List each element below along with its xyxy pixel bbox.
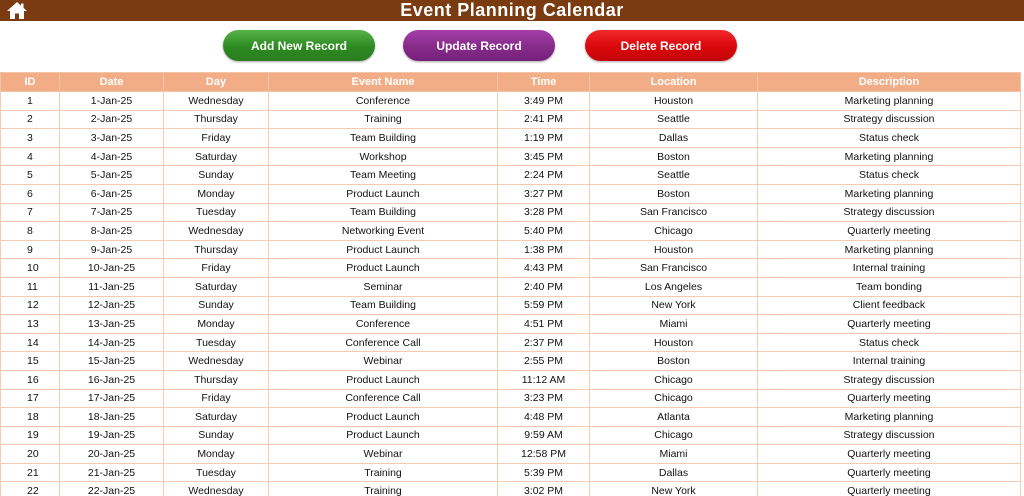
table-row[interactable] bbox=[1, 389, 1021, 408]
cell-time[interactable]: 2:41 PM bbox=[498, 110, 590, 129]
table-row[interactable] bbox=[1, 315, 1021, 334]
table-row[interactable] bbox=[1, 426, 1021, 445]
cell-time[interactable]: 12:58 PM bbox=[498, 445, 590, 464]
cell-day[interactable]: Friday bbox=[164, 389, 269, 408]
table-row[interactable] bbox=[1, 482, 1021, 496]
cell-location[interactable]: Chicago bbox=[590, 389, 758, 408]
cell-location[interactable]: Seattle bbox=[590, 166, 758, 185]
event-table bbox=[0, 72, 1021, 496]
cell-date[interactable]: 7-Jan-25 bbox=[60, 203, 164, 222]
home-icon[interactable] bbox=[6, 1, 28, 20]
table-row[interactable] bbox=[1, 352, 1021, 371]
cell-event-name[interactable]: Product Launch bbox=[269, 184, 498, 203]
cell-day[interactable]: Saturday bbox=[164, 147, 269, 166]
delete-record-button[interactable]: Delete Record bbox=[585, 30, 737, 61]
cell-day[interactable]: Sunday bbox=[164, 166, 269, 185]
cell-event-name[interactable]: Team Building bbox=[269, 129, 498, 148]
cell-date[interactable]: 22-Jan-25 bbox=[60, 482, 164, 496]
column-header-date[interactable]: Date bbox=[60, 73, 164, 92]
cell-id[interactable]: 7 bbox=[1, 203, 60, 222]
table-body bbox=[1, 92, 1021, 496]
cell-event-name[interactable]: Conference Call bbox=[269, 333, 498, 352]
cell-day[interactable]: Wednesday bbox=[164, 352, 269, 371]
cell-time[interactable]: 9:59 AM bbox=[498, 426, 590, 445]
cell-time[interactable]: 2:37 PM bbox=[498, 333, 590, 352]
cell-description[interactable]: Quarterly meeting bbox=[758, 315, 1021, 334]
cell-day[interactable]: Tuesday bbox=[164, 333, 269, 352]
cell-date[interactable]: 8-Jan-25 bbox=[60, 222, 164, 241]
cell-event-name[interactable]: Team Building bbox=[269, 203, 498, 222]
cell-id[interactable]: 20 bbox=[1, 445, 60, 464]
column-header-time[interactable]: Time bbox=[498, 73, 590, 92]
cell-description[interactable]: Status check bbox=[758, 333, 1021, 352]
cell-time[interactable]: 3:23 PM bbox=[498, 389, 590, 408]
cell-time[interactable]: 3:02 PM bbox=[498, 482, 590, 496]
cell-location[interactable]: Atlanta bbox=[590, 408, 758, 427]
cell-event-name[interactable]: Product Launch bbox=[269, 240, 498, 259]
cell-id[interactable]: 12 bbox=[1, 296, 60, 315]
column-header-description[interactable]: Description bbox=[758, 73, 1021, 92]
cell-date[interactable]: 20-Jan-25 bbox=[60, 445, 164, 464]
cell-day[interactable]: Wednesday bbox=[164, 92, 269, 111]
cell-day[interactable]: Sunday bbox=[164, 426, 269, 445]
cell-location[interactable]: Chicago bbox=[590, 370, 758, 389]
table-row[interactable] bbox=[1, 296, 1021, 315]
cell-date[interactable]: 3-Jan-25 bbox=[60, 129, 164, 148]
cell-time[interactable]: 5:39 PM bbox=[498, 463, 590, 482]
cell-location[interactable]: Chicago bbox=[590, 222, 758, 241]
cell-id[interactable]: 4 bbox=[1, 147, 60, 166]
cell-day[interactable]: Wednesday bbox=[164, 222, 269, 241]
cell-description[interactable]: Marketing planning bbox=[758, 92, 1021, 111]
cell-date[interactable]: 13-Jan-25 bbox=[60, 315, 164, 334]
cell-description[interactable]: Quarterly meeting bbox=[758, 482, 1021, 496]
cell-time[interactable]: 1:19 PM bbox=[498, 129, 590, 148]
cell-event-name[interactable]: Product Launch bbox=[269, 408, 498, 427]
cell-location[interactable]: Seattle bbox=[590, 110, 758, 129]
cell-id[interactable]: 17 bbox=[1, 389, 60, 408]
cell-day[interactable]: Friday bbox=[164, 259, 269, 278]
cell-id[interactable]: 15 bbox=[1, 352, 60, 371]
cell-date[interactable]: 17-Jan-25 bbox=[60, 389, 164, 408]
cell-time[interactable]: 4:51 PM bbox=[498, 315, 590, 334]
table-row[interactable] bbox=[1, 463, 1021, 482]
cell-location[interactable]: New York bbox=[590, 482, 758, 496]
cell-time[interactable]: 11:12 AM bbox=[498, 370, 590, 389]
cell-id[interactable]: 16 bbox=[1, 370, 60, 389]
cell-description[interactable]: Internal training bbox=[758, 259, 1021, 278]
cell-location[interactable]: Dallas bbox=[590, 129, 758, 148]
table-row[interactable] bbox=[1, 259, 1021, 278]
cell-description[interactable]: Strategy discussion bbox=[758, 426, 1021, 445]
cell-event-name[interactable]: Webinar bbox=[269, 445, 498, 464]
cell-location[interactable]: Dallas bbox=[590, 463, 758, 482]
cell-date[interactable]: 9-Jan-25 bbox=[60, 240, 164, 259]
cell-day[interactable]: Thursday bbox=[164, 370, 269, 389]
column-header-event-name[interactable]: Event Name bbox=[269, 73, 498, 92]
cell-date[interactable]: 18-Jan-25 bbox=[60, 408, 164, 427]
cell-description[interactable]: Client feedback bbox=[758, 296, 1021, 315]
cell-id[interactable]: 18 bbox=[1, 408, 60, 427]
cell-event-name[interactable]: Workshop bbox=[269, 147, 498, 166]
cell-description[interactable]: Internal training bbox=[758, 352, 1021, 371]
column-header-day[interactable]: Day bbox=[164, 73, 269, 92]
cell-event-name[interactable]: Product Launch bbox=[269, 426, 498, 445]
cell-date[interactable]: 16-Jan-25 bbox=[60, 370, 164, 389]
cell-location[interactable]: Los Angeles bbox=[590, 277, 758, 296]
cell-location[interactable]: Houston bbox=[590, 240, 758, 259]
cell-id[interactable]: 19 bbox=[1, 426, 60, 445]
cell-time[interactable]: 2:55 PM bbox=[498, 352, 590, 371]
cell-date[interactable]: 10-Jan-25 bbox=[60, 259, 164, 278]
cell-day[interactable]: Monday bbox=[164, 315, 269, 334]
cell-event-name[interactable]: Product Launch bbox=[269, 259, 498, 278]
cell-date[interactable]: 15-Jan-25 bbox=[60, 352, 164, 371]
cell-description[interactable]: Team bonding bbox=[758, 277, 1021, 296]
cell-location[interactable]: Chicago bbox=[590, 426, 758, 445]
cell-description[interactable]: Quarterly meeting bbox=[758, 389, 1021, 408]
cell-time[interactable]: 5:40 PM bbox=[498, 222, 590, 241]
page-title: Event Planning Calendar bbox=[400, 0, 624, 20]
cell-description[interactable]: Marketing planning bbox=[758, 184, 1021, 203]
cell-id[interactable]: 5 bbox=[1, 166, 60, 185]
cell-event-name[interactable]: Team Building bbox=[269, 296, 498, 315]
column-header-location[interactable]: Location bbox=[590, 73, 758, 92]
cell-description[interactable]: Quarterly meeting bbox=[758, 463, 1021, 482]
cell-event-name[interactable]: Training bbox=[269, 482, 498, 496]
cell-description[interactable]: Strategy discussion bbox=[758, 370, 1021, 389]
add-new-record-button[interactable]: Add New Record bbox=[223, 30, 375, 61]
cell-event-name[interactable]: Networking Event bbox=[269, 222, 498, 241]
cell-event-name[interactable]: Team Meeting bbox=[269, 166, 498, 185]
cell-day[interactable]: Saturday bbox=[164, 277, 269, 296]
table-row[interactable] bbox=[1, 147, 1021, 166]
cell-location[interactable]: Boston bbox=[590, 147, 758, 166]
cell-date[interactable]: 4-Jan-25 bbox=[60, 147, 164, 166]
cell-description[interactable]: Strategy discussion bbox=[758, 203, 1021, 222]
table-row[interactable] bbox=[1, 240, 1021, 259]
cell-description[interactable]: Marketing planning bbox=[758, 147, 1021, 166]
cell-date[interactable]: 1-Jan-25 bbox=[60, 92, 164, 111]
cell-time[interactable]: 1:38 PM bbox=[498, 240, 590, 259]
cell-event-name[interactable]: Webinar bbox=[269, 352, 498, 371]
table-row[interactable] bbox=[1, 129, 1021, 148]
cell-id[interactable]: 11 bbox=[1, 277, 60, 296]
cell-location[interactable]: Miami bbox=[590, 445, 758, 464]
cell-location[interactable]: Boston bbox=[590, 352, 758, 371]
cell-time[interactable]: 4:48 PM bbox=[498, 408, 590, 427]
cell-day[interactable]: Tuesday bbox=[164, 463, 269, 482]
cell-time[interactable]: 3:45 PM bbox=[498, 147, 590, 166]
cell-description[interactable]: Strategy discussion bbox=[758, 110, 1021, 129]
cell-id[interactable]: 2 bbox=[1, 110, 60, 129]
cell-time[interactable]: 5:59 PM bbox=[498, 296, 590, 315]
table-row[interactable] bbox=[1, 333, 1021, 352]
table-row[interactable] bbox=[1, 166, 1021, 185]
table-row[interactable] bbox=[1, 370, 1021, 389]
table-row[interactable] bbox=[1, 222, 1021, 241]
cell-location[interactable]: New York bbox=[590, 296, 758, 315]
cell-date[interactable]: 14-Jan-25 bbox=[60, 333, 164, 352]
cell-description[interactable]: Quarterly meeting bbox=[758, 222, 1021, 241]
column-header-id[interactable]: ID bbox=[1, 73, 60, 92]
cell-date[interactable]: 21-Jan-25 bbox=[60, 463, 164, 482]
table-row[interactable] bbox=[1, 184, 1021, 203]
cell-event-name[interactable]: Conference bbox=[269, 92, 498, 111]
cell-location[interactable]: San Francisco bbox=[590, 203, 758, 222]
cell-event-name[interactable]: Seminar bbox=[269, 277, 498, 296]
cell-description[interactable]: Quarterly meeting bbox=[758, 445, 1021, 464]
cell-description[interactable]: Marketing planning bbox=[758, 408, 1021, 427]
cell-id[interactable]: 10 bbox=[1, 259, 60, 278]
cell-day[interactable]: Friday bbox=[164, 129, 269, 148]
cell-day[interactable]: Tuesday bbox=[164, 203, 269, 222]
cell-event-name[interactable]: Conference Call bbox=[269, 389, 498, 408]
cell-id[interactable]: 9 bbox=[1, 240, 60, 259]
cell-day[interactable]: Monday bbox=[164, 445, 269, 464]
cell-id[interactable]: 14 bbox=[1, 333, 60, 352]
table-row[interactable] bbox=[1, 203, 1021, 222]
cell-description[interactable]: Marketing planning bbox=[758, 240, 1021, 259]
cell-id[interactable]: 13 bbox=[1, 315, 60, 334]
table-row[interactable] bbox=[1, 445, 1021, 464]
cell-day[interactable]: Saturday bbox=[164, 408, 269, 427]
cell-id[interactable]: 1 bbox=[1, 92, 60, 111]
cell-day[interactable]: Sunday bbox=[164, 296, 269, 315]
cell-day[interactable]: Monday bbox=[164, 184, 269, 203]
cell-time[interactable]: 3:49 PM bbox=[498, 92, 590, 111]
update-record-button[interactable]: Update Record bbox=[403, 30, 555, 61]
title-bar bbox=[0, 0, 1024, 21]
table-header-row bbox=[1, 73, 1021, 92]
table-row[interactable] bbox=[1, 277, 1021, 296]
cell-event-name[interactable]: Training bbox=[269, 463, 498, 482]
cell-event-name[interactable]: Product Launch bbox=[269, 370, 498, 389]
cell-date[interactable]: 19-Jan-25 bbox=[60, 426, 164, 445]
cell-event-name[interactable]: Conference bbox=[269, 315, 498, 334]
cell-location[interactable]: Houston bbox=[590, 333, 758, 352]
cell-time[interactable]: 4:43 PM bbox=[498, 259, 590, 278]
cell-day[interactable]: Thursday bbox=[164, 110, 269, 129]
table-row[interactable] bbox=[1, 110, 1021, 129]
cell-id[interactable]: 3 bbox=[1, 129, 60, 148]
cell-day[interactable]: Wednesday bbox=[164, 482, 269, 496]
cell-description[interactable]: Status check bbox=[758, 129, 1021, 148]
cell-time[interactable]: 2:40 PM bbox=[498, 277, 590, 296]
cell-location[interactable]: Miami bbox=[590, 315, 758, 334]
cell-date[interactable]: 11-Jan-25 bbox=[60, 277, 164, 296]
cell-location[interactable]: Houston bbox=[590, 92, 758, 111]
cell-id[interactable]: 21 bbox=[1, 463, 60, 482]
cell-day[interactable]: Thursday bbox=[164, 240, 269, 259]
cell-location[interactable]: Boston bbox=[590, 184, 758, 203]
cell-date[interactable]: 12-Jan-25 bbox=[60, 296, 164, 315]
cell-time[interactable]: 2:24 PM bbox=[498, 166, 590, 185]
table-row[interactable] bbox=[1, 92, 1021, 111]
cell-date[interactable]: 5-Jan-25 bbox=[60, 166, 164, 185]
cell-date[interactable]: 6-Jan-25 bbox=[60, 184, 164, 203]
cell-id[interactable]: 22 bbox=[1, 482, 60, 496]
cell-id[interactable]: 8 bbox=[1, 222, 60, 241]
cell-time[interactable]: 3:28 PM bbox=[498, 203, 590, 222]
cell-event-name[interactable]: Training bbox=[269, 110, 498, 129]
cell-id[interactable]: 6 bbox=[1, 184, 60, 203]
cell-location[interactable]: San Francisco bbox=[590, 259, 758, 278]
cell-time[interactable]: 3:27 PM bbox=[498, 184, 590, 203]
table-row[interactable] bbox=[1, 408, 1021, 427]
cell-date[interactable]: 2-Jan-25 bbox=[60, 110, 164, 129]
cell-description[interactable]: Status check bbox=[758, 166, 1021, 185]
